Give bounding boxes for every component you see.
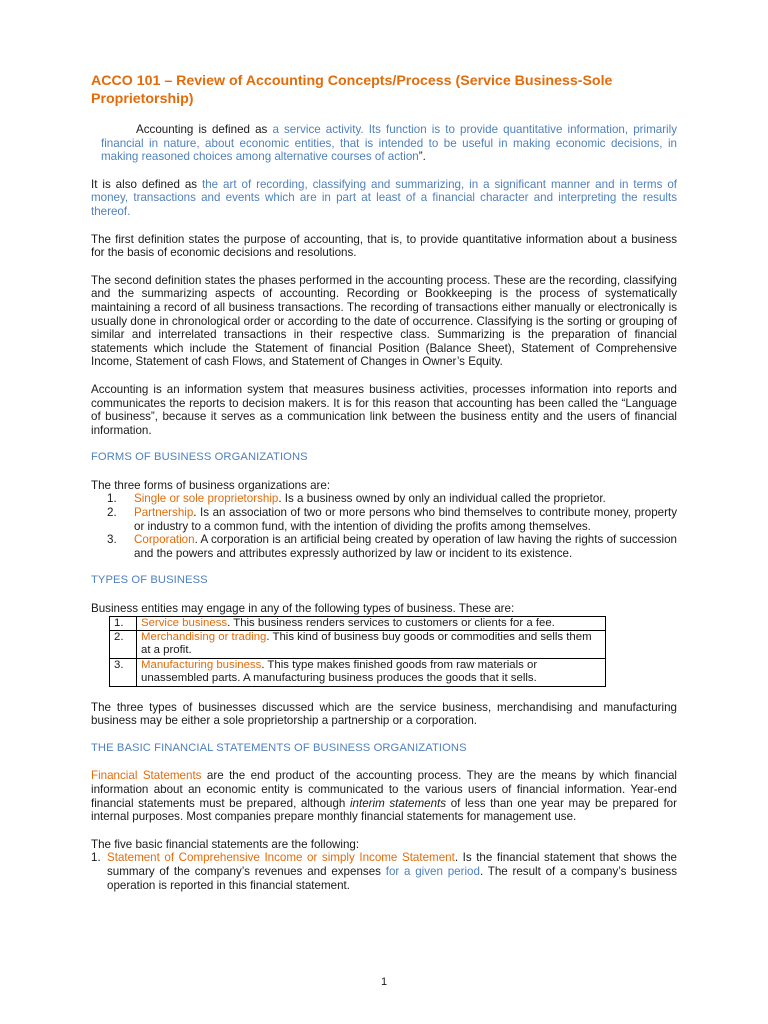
table-row [110, 616, 606, 630]
list-item-text [107, 851, 677, 892]
types-table [109, 616, 606, 687]
term-financial-statements: Financial Statements [91, 769, 202, 783]
paragraph-first-definition: The first definition states the purpose of accounting, that is, to provide quantitative information about a business for the basis of economic decisions and resolutions. [91, 232, 677, 260]
interim-statements-term: interim statements [349, 796, 447, 810]
statements-list [91, 851, 677, 892]
table-row [110, 631, 606, 659]
list-item-number: 3. [107, 533, 117, 547]
statements-heading: THE BASIC FINANCIAL STATEMENTS OF BUSINESS ORGANIZATIONS [91, 741, 467, 754]
paragraph-second-definition: The second definition states the phases performed in the accounting process. These are the recording, classifying and the summarizing aspects of accounting. Recording or Bookkeeping is the process of systematically maintaining a record of all business transactions. The recording of transactions either manually or electronically is usually done in chronological order or according to the date of occurrence. Classifying is the sorting or grouping of similar and interrelated transactions in their respective class. Summarizing is the preparation of financial statements which include the Statement of financial Position (Balance Sheet), Statement of Comprehensive Income, Statement of cash Flows, and Statement of Changes in Owner’s Equity. [91, 273, 677, 369]
list-item-description: . Is an association of two or more persons who bind themselves to contribute money, property or industry to a common fund, with the intention of dividing the profits among themselves. [134, 506, 677, 533]
types-heading: TYPES OF BUSINESS [91, 574, 208, 587]
list-item [91, 492, 677, 506]
types-summary: The three types of businesses discussed which are the service business, merchandising and manufacturing business may be either a sole proprietorship a partnership or a corporation. [91, 700, 677, 728]
table-cell-description: . This type makes finished goods from raw materials or unassembled parts. A manufacturing business produces the goods that it sells. [141, 658, 538, 685]
paragraph-information-system: Accounting is an information system that measures business activities, processes information into reports and communicates the reports to decision makers. It is for this reason that accounting has been called the “Language of business”, because it serves as a communication link between the business entity and the users of financial information. [91, 382, 677, 437]
forms-heading: FORMS OF BUSINESS ORGANIZATIONS [91, 451, 308, 464]
list-item-text [134, 492, 677, 506]
table-cell-number: 1. [110, 616, 137, 630]
list-item-description: . A corporation is an artificial being created by operation of law having the rights of succession and the powers and attributes expressly authorized by law or incident to its existence. [134, 533, 677, 560]
forms-intro: The three forms of business organizations are: [91, 478, 331, 492]
financial-statements-text-1: are the end product of the accounting process. They are the means by which financial information about an economic entity is communicated to the various users of financial information. Year-end financial statements must be prepared, although [91, 769, 678, 810]
list-item-description-end: . The result of a company’s business operation is reported in this financial statement. [107, 865, 677, 892]
list-item-description: . Is a business owned by only an individual called the proprietor. [278, 492, 606, 506]
document-body [91, 72, 677, 892]
term-sole-proprietorship: Single or sole proprietorship [134, 492, 279, 506]
list-item [91, 851, 677, 892]
list-item [91, 533, 677, 560]
page-number: 1 [380, 976, 388, 988]
definition-one [91, 123, 677, 164]
types-intro: Business entities may engage in any of the following types of business. These are: [91, 602, 515, 616]
definition-two [91, 178, 677, 219]
term-manufacturing: Manufacturing business [141, 658, 262, 671]
term-merchandising: Merchandising or trading [141, 631, 267, 644]
definition-one-lead: Accounting is defined as [136, 123, 273, 136]
list-item-number: 1. [107, 492, 117, 506]
list-item-text [134, 506, 677, 533]
document-title: ACCO 101 – Review of Accounting Concepts/Process (Service Business-Sole Proprietorship) [91, 73, 613, 107]
forms-list [91, 492, 677, 560]
term-income-statement: Statement of Comprehensive Income or simply Income Statement [107, 851, 455, 865]
table-cell-number: 2. [110, 631, 137, 659]
definition-two-lead: It is also defined as [91, 177, 203, 191]
table-cell-text [137, 631, 606, 659]
table-cell-description: . This kind of business buy goods or commodities and sells them at a profit. [141, 631, 592, 657]
table-cell-number: 3. [110, 658, 137, 686]
definition-one-highlight: a service activity. Its function is to provide quantitative information, primarily financial in nature, about economic entities, that is intended to be useful in making economic decisions, in making reasoned choices among alternative courses of action [101, 123, 678, 164]
term-corporation: Corporation [134, 533, 195, 547]
table-cell-description: . This business renders services to customers or clients for a fee. [227, 616, 555, 629]
list-item-description: . Is the financial statement that shows the summary of the company’s revenues and expenses [107, 851, 677, 878]
list-item-number: 2. [107, 506, 117, 520]
term-service-business: Service business [141, 616, 228, 629]
table-cell-text [137, 616, 606, 630]
table-row [110, 658, 606, 686]
five-statements-intro: The five basic financial statements are the following: [91, 837, 360, 851]
given-period-highlight: for a given period [385, 865, 480, 878]
term-partnership: Partnership [134, 506, 194, 520]
table-cell-text [137, 658, 606, 686]
definition-one-tail: ”. [418, 150, 426, 164]
financial-statements-paragraph [91, 769, 677, 823]
list-item-number: 1. [91, 851, 101, 865]
list-item-text [134, 533, 677, 560]
financial-statements-text-2: of less than one year may be prepared for internal purposes. Most companies prepare monthly financial statements for management use. [91, 796, 677, 824]
list-item [91, 506, 677, 533]
definition-two-highlight: the art of recording, classifying and summarizing, in a significant manner and in terms of money, transactions and events which are in part at least of a financial character and interpreting the results thereof. [91, 177, 677, 218]
